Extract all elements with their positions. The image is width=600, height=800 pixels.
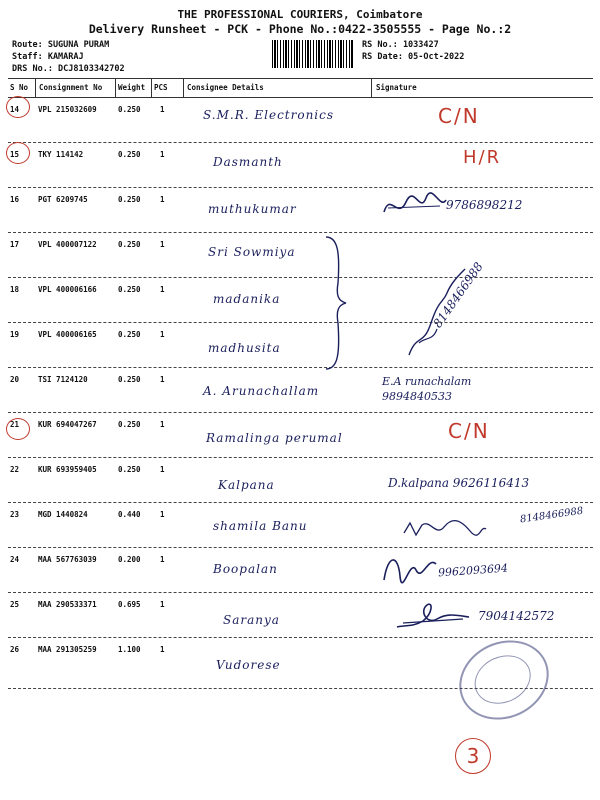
- consignment-cell: MAA 567763039: [38, 555, 97, 564]
- table-row: [8, 593, 593, 638]
- consignee-handwriting: Dasmanth: [213, 155, 283, 169]
- pcs-cell: 1: [160, 330, 165, 339]
- consignee-handwriting: Vudorese: [216, 658, 281, 672]
- weight-cell: 0.250: [118, 375, 141, 384]
- consignment-cell: KUR 694047267: [38, 420, 97, 429]
- signature-phone: 8148466988: [430, 259, 486, 331]
- column-divider: [115, 78, 116, 98]
- column-divider: [183, 78, 184, 98]
- sno-cell: 17: [10, 240, 20, 249]
- weight-cell: 0.250: [118, 420, 141, 429]
- table-row: [8, 503, 593, 548]
- highlight-circle: [6, 418, 30, 440]
- weight-cell: 0.250: [118, 240, 141, 249]
- consignee-handwriting: Saranya: [223, 613, 280, 627]
- sno-cell: 16: [10, 195, 20, 204]
- consignment-cell: MAA 290533371: [38, 600, 97, 609]
- signature-phone: 7904142572: [478, 609, 555, 623]
- weight-cell: 0.250: [118, 150, 141, 159]
- weight-cell: 0.250: [118, 465, 141, 474]
- pcs-cell: 1: [160, 150, 165, 159]
- sno-cell: 23: [10, 510, 20, 519]
- sno-cell: 24: [10, 555, 20, 564]
- pcs-cell: 1: [160, 555, 165, 564]
- col-header-sno: S No: [10, 83, 29, 92]
- table-row: [8, 458, 593, 503]
- consignment-cell: KUR 693959405: [38, 465, 97, 474]
- pcs-cell: 1: [160, 510, 165, 519]
- weight-cell: 0.250: [118, 330, 141, 339]
- column-divider: [35, 78, 36, 98]
- sno-cell: 19: [10, 330, 20, 339]
- signature-mark: C/N: [448, 419, 490, 443]
- table-row: [8, 233, 593, 278]
- signature-scribble: [393, 597, 473, 633]
- table-row: [8, 98, 593, 143]
- pcs-cell: 1: [160, 195, 165, 204]
- sno-cell: 14: [10, 105, 20, 114]
- table-row: [8, 259, 593, 331]
- consignee-handwriting: Ramalinga perumal: [206, 431, 343, 445]
- signature-scribble: [380, 190, 450, 220]
- pcs-cell: 1: [160, 600, 165, 609]
- sno-cell: 15: [10, 150, 20, 159]
- signature-scribble: [400, 515, 490, 541]
- consignee-handwriting: Boopalan: [213, 562, 278, 576]
- table-row: [8, 188, 593, 233]
- consignment-cell: VPL 400006165: [38, 330, 97, 339]
- consignment-cell: VPL 400007122: [38, 240, 97, 249]
- sno-cell: 22: [10, 465, 20, 474]
- table-row: [8, 323, 593, 368]
- consignee-handwriting: muthukumar: [208, 202, 297, 216]
- signature-mark: C/N: [438, 104, 480, 128]
- pcs-cell: 1: [160, 420, 165, 429]
- highlight-circle: [6, 96, 30, 118]
- table-row: [8, 368, 593, 413]
- weight-cell: 0.695: [118, 600, 141, 609]
- rs-date: RS Date: 05-Oct-2022: [362, 52, 465, 62]
- weight-cell: 0.250: [118, 285, 141, 294]
- consignment-cell: VPL 400006166: [38, 285, 97, 294]
- weight-cell: 0.250: [118, 195, 141, 204]
- pcs-cell: 1: [160, 285, 165, 294]
- pcs-cell: 1: [160, 105, 165, 114]
- highlight-circle: [6, 142, 30, 164]
- consignment-cell: MAA 291305259: [38, 645, 97, 654]
- signature-mark: H/R: [463, 147, 502, 168]
- consignment-cell: PGT 6209745: [38, 195, 88, 204]
- runsheet-subtitle: Delivery Runsheet - PCK - Phone No.:0422-3505555 - Page No.:2: [88, 22, 512, 36]
- pcs-cell: 1: [160, 240, 165, 249]
- sno-cell: 25: [10, 600, 20, 609]
- runsheet-table: [8, 78, 593, 690]
- signature-phone: 9962093694: [437, 561, 509, 580]
- col-header-signature: Signature: [376, 83, 417, 92]
- rs-number: RS No.: 1033427: [362, 40, 439, 50]
- sno-cell: 21: [10, 420, 20, 429]
- table-row: [8, 143, 593, 188]
- column-divider: [151, 78, 152, 98]
- consignment-cell: TSI 7124120: [38, 375, 88, 384]
- weight-cell: 0.200: [118, 555, 141, 564]
- weight-cell: 1.100: [118, 645, 141, 654]
- pcs-cell: 1: [160, 465, 165, 474]
- consignment-cell: MGD 1440824: [38, 510, 88, 519]
- consignee-handwriting: shamila Banu: [213, 519, 308, 533]
- weight-cell: 0.250: [118, 105, 141, 114]
- seal-inner-ring: [467, 646, 539, 712]
- signature-phone: 8148466988: [519, 505, 584, 526]
- signature-phone: 9786898212: [446, 198, 523, 212]
- consignee-handwriting: madanika: [213, 292, 281, 306]
- col-header-consignment: Consignment No: [39, 83, 103, 92]
- sno-cell: 18: [10, 285, 20, 294]
- consignee-handwriting: Kalpana: [218, 478, 275, 492]
- weight-cell: 0.440: [118, 510, 141, 519]
- consignee-handwriting: Sri Sowmiya: [208, 245, 296, 259]
- route-label: Route: SUGUNA PURAM: [12, 40, 110, 50]
- col-header-weight: Weight: [118, 83, 146, 92]
- pcs-cell: 1: [160, 375, 165, 384]
- drs-label: DRS No.: DCJ8103342702: [12, 64, 125, 74]
- page-mark: 3: [455, 738, 491, 774]
- company-title: THE PROFESSIONAL COURIERS, Coimbatore: [177, 8, 423, 21]
- column-divider: [371, 78, 372, 98]
- sno-cell: 20: [10, 375, 20, 384]
- bracket-annotation: [322, 233, 348, 373]
- signature-name-phone: D.kalpana 9626116413: [388, 476, 530, 490]
- consignee-handwriting: S.M.R. Electronics: [203, 108, 335, 122]
- table-top-border: [8, 78, 593, 79]
- signature-scribble: [403, 263, 473, 363]
- signature-scribble: [380, 550, 440, 584]
- consignment-cell: TKY 114142: [38, 150, 84, 159]
- pcs-cell: 1: [160, 645, 165, 654]
- staff-label: Staff: KAMARAJ: [12, 52, 84, 62]
- signature-name-phone: E.A runachalam 9894840533: [382, 375, 472, 403]
- sno-cell: 26: [10, 645, 20, 654]
- consignee-handwriting: A. Arunachallam: [203, 384, 320, 398]
- table-row: [8, 413, 593, 458]
- table-row: [8, 548, 593, 593]
- col-header-pcs: PCS: [154, 83, 168, 92]
- col-header-consignee: Consignee Details: [187, 83, 264, 92]
- consignee-handwriting: madhusita: [208, 341, 281, 355]
- barcode: [272, 40, 354, 68]
- consignment-cell: VPL 215032609: [38, 105, 97, 114]
